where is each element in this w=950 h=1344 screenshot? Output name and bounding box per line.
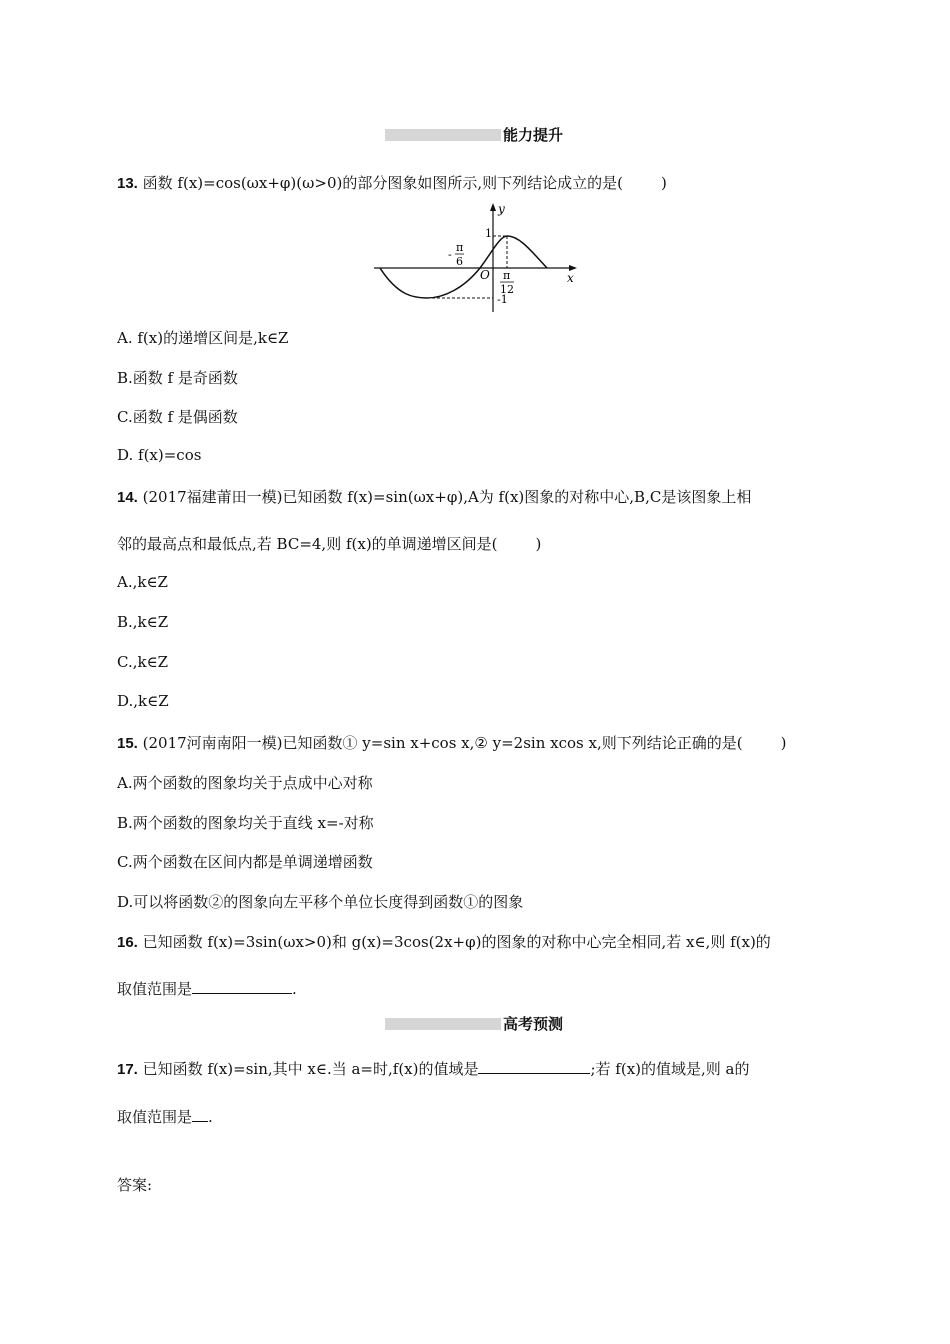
section-title: 高考预测: [503, 1015, 564, 1033]
question-text: 函数 f(x)=cos(ωx+φ)(ω>0)的部分图象如图所示,则下列结论成立的是(: [142, 174, 623, 192]
answer-blank: [192, 979, 292, 994]
cosine-curve: [380, 236, 547, 298]
origin-label: O: [480, 268, 490, 282]
question-number: 17.: [117, 1061, 138, 1078]
question-14-stem: [117, 486, 751, 507]
question-text: (2017河南南阳一模)已知函数① y=sin x+cos x,② y=2sin xcos x,则下列结论正确的是(: [142, 734, 743, 752]
neg-tick-sign: -: [448, 248, 452, 261]
question-17-stem-cont: 取值范围是 .: [117, 1108, 213, 1126]
y-tick-one: 1: [485, 227, 492, 240]
y-tick-neg-one: -1: [497, 293, 508, 306]
question-16-stem-cont: 取值范围是 .: [117, 980, 297, 998]
question-17-stem: 17. 已知函数 f(x)=sin,其中 x∈.当 a=时,f(x)的值域是 ;若 f(x)的值域是,则 a的: [117, 1060, 750, 1078]
answer-label: 答案:: [117, 1176, 153, 1194]
question-text: 已知函数 f(x)=sin,其中 x∈.当 a=时,f(x)的值域是: [142, 1060, 479, 1078]
section-header-ability: [385, 124, 563, 145]
option-14-a: A.,k∈Z: [117, 573, 168, 591]
pos-tick-denominator: 12: [500, 283, 514, 296]
question-number: 16.: [117, 934, 138, 951]
question-14-stem-cont: 邻的最高点和最低点,若 BC=4,则 f(x)的单调递增区间是( ): [117, 535, 542, 553]
option-14-b: B.,k∈Z: [117, 613, 169, 631]
question-13-stem: 13. 函数 f(x)=cos(ωx+φ)(ω>0)的部分图象如图所示,则下列结论成立的是( ): [117, 174, 667, 192]
question-15-stem: 15. (2017河南南阳一模)已知函数① y=sin x+cos x,② y=2sin xcos x,则下列结论正确的是( ): [117, 734, 787, 752]
x-axis-label: x: [567, 271, 574, 285]
option-15-b: B.两个函数的图象均关于直线 x=-对称: [117, 814, 374, 832]
answer-blank: [192, 1107, 208, 1122]
option-13-a: A. f(x)的递增区间是,k∈Z: [117, 329, 289, 347]
y-axis-label: y: [498, 202, 505, 216]
question-number: 13.: [117, 175, 138, 192]
section-bar: [385, 1018, 501, 1030]
cosine-graph: [370, 200, 585, 318]
question-text: (2017福建莆田一模)已知函数 f(x)=sin(ωx+φ),A为 f(x)图象的对称中心,B,C是该图象上相: [142, 488, 752, 506]
neg-tick-numerator: π: [456, 241, 464, 254]
option-15-d: D.可以将函数②的图象向左平移个单位长度得到函数①的图象: [117, 893, 524, 911]
section-bar: [385, 129, 501, 141]
option-14-d: D.,k∈Z: [117, 692, 169, 710]
question-text: 已知函数 f(x)=3sin(ωx>0)和 g(x)=3cos(2x+φ)的图象的对称中心完全相同,若 x∈,则 f(x)的: [142, 933, 771, 951]
option-13-b: B.函数 f 是奇函数: [117, 369, 238, 387]
option-15-c: C.两个函数在区间内都是单调递增函数: [117, 853, 373, 871]
section-title: 能力提升: [503, 126, 564, 144]
option-15-a: A.两个函数的图象均关于点成中心对称: [117, 774, 373, 792]
pos-tick-numerator: π: [503, 269, 511, 282]
section-header-exam: [385, 1013, 563, 1034]
option-13-c: C.函数 f 是偶函数: [117, 408, 238, 426]
question-number: 14.: [117, 489, 138, 506]
y-axis-arrow: [490, 203, 496, 211]
option-14-c: C.,k∈Z: [117, 653, 169, 671]
neg-tick-denominator: 6: [456, 255, 463, 268]
question-number: 15.: [117, 735, 138, 752]
question-16-stem: [117, 931, 771, 952]
option-13-d: D. f(x)=cos: [117, 446, 202, 464]
answer-blank: [478, 1059, 590, 1074]
